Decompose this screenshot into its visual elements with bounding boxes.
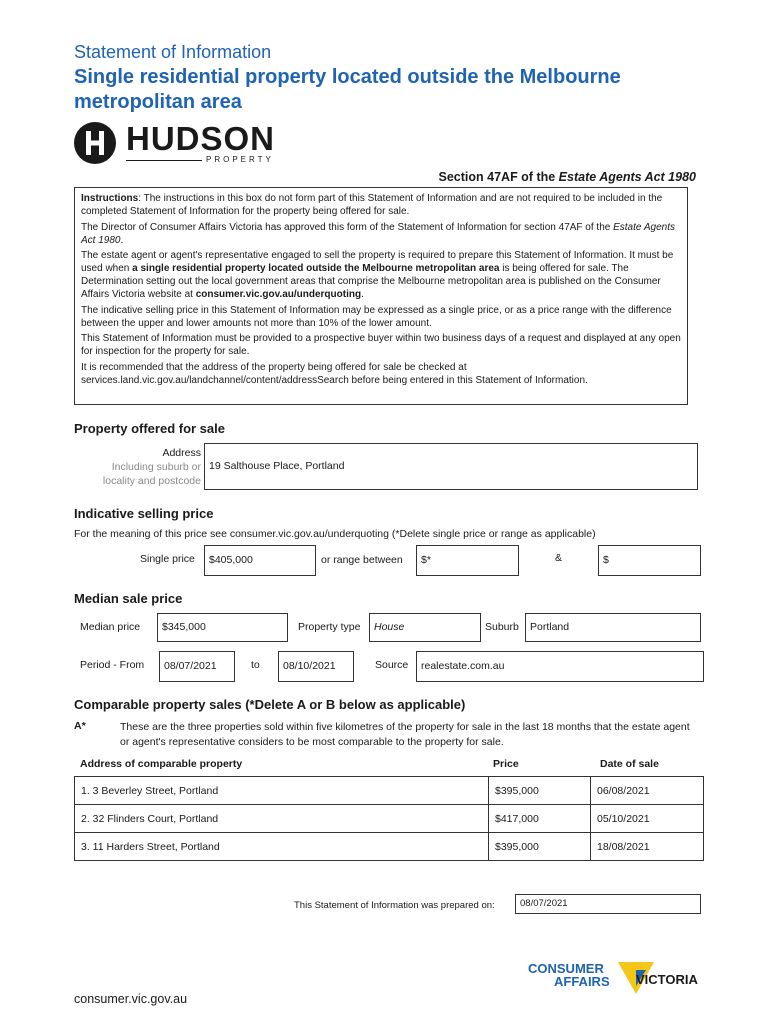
cav-line1: CONSUMER bbox=[528, 961, 604, 976]
instructions-box bbox=[74, 187, 688, 405]
period-from-field[interactable]: 08/07/2021 bbox=[159, 651, 235, 682]
comparable-date[interactable]: 18/08/2021 bbox=[591, 833, 704, 861]
prepared-date-field[interactable]: 08/07/2021 bbox=[515, 894, 701, 914]
comparable-date[interactable]: 06/08/2021 bbox=[591, 777, 704, 805]
range-high-field[interactable]: $ bbox=[598, 545, 701, 576]
address-label bbox=[74, 446, 201, 488]
period-to-field[interactable]: 08/10/2021 bbox=[278, 651, 354, 682]
table-row bbox=[75, 777, 704, 805]
cav-line3: VICTORIA bbox=[636, 972, 698, 987]
median-heading: Median sale price bbox=[74, 591, 183, 606]
hudson-logo-mark bbox=[73, 121, 117, 165]
comparable-price[interactable]: $395,000 bbox=[489, 777, 591, 805]
instructions-p4: The indicative selling price in this Statement of Information may be expressed as a single price, or as a price range with the difference between the upper and lower amounts not more than 10% of the lower amount. bbox=[81, 304, 672, 329]
underquoting-link[interactable]: consumer.vic.gov.au/underquoting bbox=[195, 289, 362, 300]
col-address-header: Address of comparable property bbox=[80, 758, 243, 770]
instructions-p5: This Statement of Information must be provided to a prospective buyer within two business days of a request and displayed at any open for inspection for the property for sale. bbox=[81, 333, 681, 357]
comparable-description: These are the three properties sold within five kilometres of the property for sale in the last 18 months that the estate agent or agent's representative considers to be most comparable to the property for sale. bbox=[120, 721, 690, 748]
instructions-p3 bbox=[81, 249, 681, 301]
median-price-field[interactable]: $345,000 bbox=[157, 613, 288, 642]
instructions-p2 bbox=[81, 221, 681, 247]
col-date-header: Date of sale bbox=[600, 758, 659, 770]
prepared-label: This Statement of Information was prepared on: bbox=[294, 900, 495, 911]
instructions-text: . bbox=[120, 234, 124, 246]
col-price-header: Price bbox=[493, 758, 519, 770]
property-type-field[interactable]: House bbox=[369, 613, 481, 642]
period-from-label: Period - From bbox=[80, 659, 145, 671]
cav-line2: AFFAIRS bbox=[554, 974, 610, 989]
suburb-field[interactable]: Portland bbox=[525, 613, 701, 642]
property-type-label: Property type bbox=[298, 621, 361, 633]
instructions-text: The estate agent or agent's representative engaged to sell the property is required to prepare this Statement of Information. It must be used when bbox=[81, 250, 674, 274]
instructions-text: is being offered for sale. The Determination setting out the local government areas that comprise the Melbourne metropolitan area is published on the Consumer Affairs Victoria website at bbox=[81, 263, 661, 300]
source-label: Source bbox=[375, 659, 409, 671]
table-row bbox=[75, 833, 704, 861]
address-field[interactable]: 19 Salthouse Place, Portland bbox=[204, 443, 698, 490]
comparable-heading: Comparable property sales (*Delete A or B below as applicable) bbox=[74, 697, 466, 712]
price-heading: Indicative selling price bbox=[74, 506, 214, 521]
comparable-address[interactable]: 2. 32 Flinders Court, Portland bbox=[75, 805, 489, 833]
single-price-field[interactable]: $405,000 bbox=[204, 545, 316, 576]
table-row bbox=[75, 805, 704, 833]
comparable-address[interactable]: 3. 11 Harders Street, Portland bbox=[75, 833, 489, 861]
instructions-text: : The instructions in this box do not form part of this Statement of Information and are not required to be included in the completed Statement of Information for the property being offered for sale. bbox=[81, 193, 663, 217]
median-price-label: Median price bbox=[80, 621, 141, 633]
source-field[interactable]: realestate.com.au bbox=[416, 651, 704, 682]
instructions-bold: a single residential property located outside the Melbourne metropolitan area bbox=[132, 263, 500, 274]
instructions-p6: It is recommended that the address of the property being offered for sale be checked at services.land.vic.gov.au/landchannel/content/addressSearch before being entered in this Statement of Information. bbox=[81, 361, 588, 386]
price-note: For the meaning of this price see consumer.vic.gov.au/underquoting (*Delete single price or range as applicable) bbox=[74, 528, 596, 540]
comparable-table bbox=[74, 776, 704, 861]
property-heading: Property offered for sale bbox=[74, 421, 225, 436]
suburb-label: Suburb bbox=[485, 621, 519, 633]
footer-url[interactable]: consumer.vic.gov.au bbox=[74, 992, 188, 1006]
instructions-text: The Director of Consumer Affairs Victoria has approved this form of the Statement of Information for section 47AF of the bbox=[81, 221, 614, 233]
section-reference bbox=[439, 170, 696, 184]
form-title: Single residential property located outside the Melbourne metropolitan area bbox=[74, 66, 621, 113]
section-prefix: Section 47AF of the bbox=[438, 170, 559, 184]
cav-logo bbox=[528, 960, 703, 1000]
comparable-address[interactable]: 1. 3 Beverley Street, Portland bbox=[75, 777, 489, 805]
instructions-heading: Instructions bbox=[81, 193, 139, 204]
period-to-label: to bbox=[251, 659, 260, 671]
logo-divider bbox=[126, 160, 202, 161]
instructions-act: Estate Agents Act 1980 bbox=[81, 221, 675, 246]
section-act: Estate Agents Act 1980 bbox=[558, 170, 696, 184]
hudson-logo-word: HUDSON bbox=[126, 120, 276, 157]
instructions-text: . bbox=[361, 289, 364, 300]
hudson-logo-sub: PROPERTY bbox=[206, 155, 274, 164]
address-label-line3: locality and postcode bbox=[102, 475, 201, 487]
form-subtitle: Statement of Information bbox=[74, 42, 272, 62]
comparable-date[interactable]: 05/10/2021 bbox=[591, 805, 704, 833]
comparable-price[interactable]: $395,000 bbox=[489, 833, 591, 861]
instructions-p1 bbox=[81, 192, 681, 218]
address-label-line2: Including suburb or bbox=[111, 461, 201, 473]
comparable-price[interactable]: $417,000 bbox=[489, 805, 591, 833]
range-ampersand: & bbox=[555, 552, 563, 564]
range-low-field[interactable]: $* bbox=[416, 545, 519, 576]
single-price-label: Single price bbox=[140, 553, 195, 565]
address-label-line1: Address bbox=[162, 447, 201, 459]
option-a-marker: A* bbox=[74, 720, 86, 732]
range-label: or range between bbox=[321, 554, 403, 566]
